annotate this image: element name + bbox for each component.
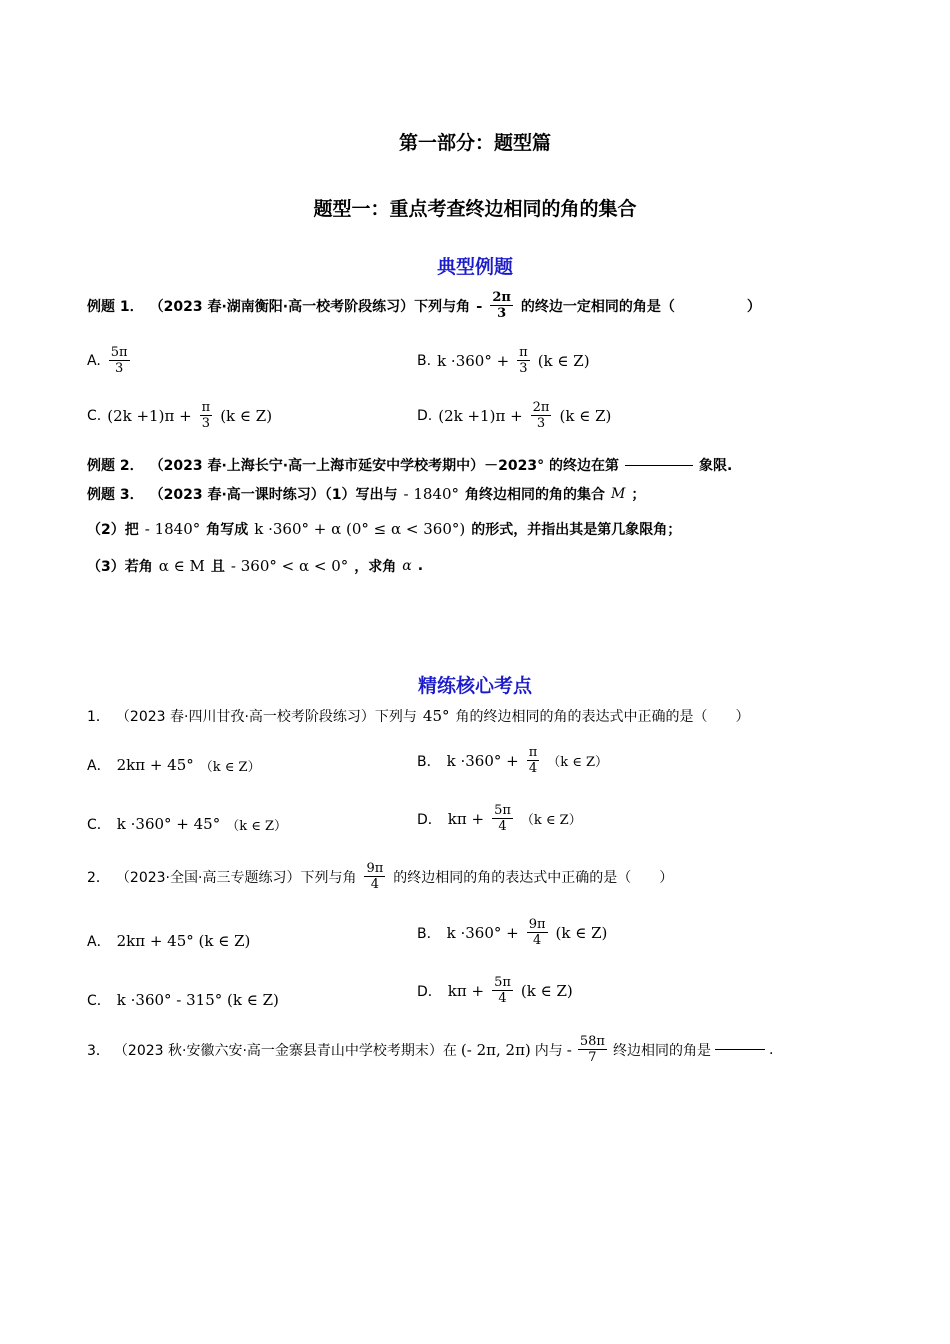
alpha-symbol: α [402, 558, 412, 574]
frac-denominator: 4 [532, 933, 542, 948]
option-key: B． [417, 753, 441, 770]
example-3-part-3 [87, 556, 423, 576]
frac-denominator: 4 [528, 761, 538, 776]
option-fraction [517, 345, 530, 376]
punctuation: . [768, 1041, 774, 1058]
option-condition: （k ∈ Z） [199, 759, 261, 775]
example-label: 例题 1． [87, 298, 144, 315]
frac-denominator: 4 [370, 877, 379, 892]
frac-denominator: 4 [498, 991, 507, 1006]
example-label: 例题 2． [87, 458, 144, 474]
question-tail: 的终边相同的角的表达式中正确的是（ ） [393, 869, 674, 886]
part-label: （2）把 [87, 522, 139, 538]
frac-numerator: 5π [494, 803, 511, 818]
option-expr: 2kπ + 45° [116, 756, 194, 774]
option-fraction [109, 345, 130, 376]
answer-blank[interactable] [715, 1049, 765, 1050]
part-text: ，求角 [354, 559, 397, 575]
practice-1-stem [87, 706, 750, 726]
question-text: （2023 春·四川甘孜·高一校考阶段练习）下列与 [115, 709, 417, 725]
question-tail: 角的终边相同的角的表达式中正确的是（ ） [455, 709, 750, 725]
question-text: （2023·全国·高三专题练习）下列与角 [115, 869, 357, 886]
option-expr: kπ + [447, 809, 485, 828]
examples-heading: 典型例题 [436, 256, 513, 278]
minus-sign: - [476, 296, 483, 315]
frac-numerator: π [201, 400, 211, 415]
option-condition: (k ∈ Z) [520, 981, 573, 1000]
frac-denominator: 3 [497, 306, 507, 321]
example-close: ） [746, 298, 761, 315]
example-tail: 象限. [698, 458, 733, 474]
option-key: D． [417, 983, 442, 1000]
option-condition: （k ∈ Z） [520, 813, 582, 828]
example-2-stem [87, 455, 732, 475]
example-3-stem [87, 484, 645, 504]
frac-numerator: 9π [528, 917, 546, 932]
practice-2-option-c[interactable] [87, 990, 279, 1010]
option-fraction [527, 745, 540, 776]
frac-numerator: π [528, 745, 538, 760]
example-text: （2023 春·上海长宁·高一上海市延安中学校考期中）－2023° 的终边在第 [149, 458, 619, 474]
option-d[interactable] [417, 400, 611, 431]
practice-2-option-a[interactable] [87, 931, 250, 951]
option-expr: k ·360° + [446, 751, 519, 770]
option-key: B． [417, 925, 441, 942]
section-title: 题型一：重点考查终边相同的角的集合 [313, 198, 637, 220]
option-b[interactable] [417, 345, 590, 376]
example-source: （2023 春·湖南衡阳·高一校考阶段练习）下列与角 [149, 298, 471, 315]
practice-1-option-a[interactable] [87, 755, 261, 775]
option-key: D． [417, 811, 442, 828]
option-key: C． [87, 817, 111, 833]
practice-2-option-b[interactable] [417, 917, 607, 948]
range-expression: - 360° < α < 0° [230, 557, 349, 575]
interval-expression: (- 2π, 2π) [460, 1040, 531, 1059]
frac-numerator: 2π [492, 290, 511, 305]
option-fraction [492, 975, 513, 1006]
angle-fraction [490, 290, 513, 321]
option-expr: k ·360° + [437, 351, 510, 370]
frac-numerator: 9π [366, 861, 384, 876]
answer-blank[interactable] [625, 465, 693, 466]
option-fraction [200, 400, 213, 431]
frac-numerator: 58π [579, 1034, 605, 1049]
option-key: C． [87, 993, 111, 1009]
question-text: （2023 秋·安徽六安·高一金寨县青山中学校考期末）在 [113, 1042, 457, 1059]
frac-denominator: 3 [536, 416, 546, 431]
practice-1-option-c[interactable] [87, 814, 287, 834]
practice-heading: 精练核心考点 [417, 675, 532, 697]
part-text: 角写成 [206, 522, 249, 538]
question-tail: 终边相同的角是 [612, 1042, 711, 1059]
practice-2-option-d[interactable] [417, 975, 573, 1006]
example-text: （2023 春·高一课时练习）（1）写出与 [149, 487, 398, 503]
option-condition: （k ∈ Z） [226, 818, 288, 834]
punctuation: ； [631, 487, 646, 503]
option-expr: k ·360° + 45° [116, 815, 221, 833]
part-label: （3）若角 [87, 559, 153, 575]
option-condition: (k ∈ Z) [537, 351, 590, 370]
example-tail: 角终边相同的角的集合 [465, 487, 606, 503]
option-fraction [531, 400, 552, 431]
option-condition: (k ∈ Z) [559, 406, 612, 425]
option-key: A． [87, 758, 111, 774]
part-title: 第一部分：题型篇 [398, 132, 551, 154]
angle-value: - 1840° [403, 485, 460, 503]
option-condition: (k ∈ Z) [220, 406, 273, 425]
angle-value: - 1840° [144, 520, 201, 538]
frac-denominator: 3 [201, 416, 211, 431]
part-text: 的形式，并指出其是第几象限角； [471, 522, 682, 538]
practice-1-option-d[interactable] [417, 803, 582, 834]
question-text: 内与 [534, 1042, 563, 1059]
frac-numerator: 2π [532, 400, 550, 415]
frac-denominator: 7 [588, 1050, 597, 1065]
option-condition: （k ∈ Z） [547, 755, 609, 770]
option-expr: 2kπ + 45° (k ∈ Z) [116, 932, 251, 950]
example-1-stem [87, 290, 761, 321]
option-fraction [492, 803, 513, 834]
option-key: A. [87, 352, 101, 369]
angle-value: 45° [422, 707, 450, 725]
question-number: 2． [87, 869, 110, 886]
option-key: D. [417, 407, 433, 424]
option-expr: kπ + [447, 981, 485, 1000]
question-number: 1． [87, 709, 110, 725]
question-number: 3． [87, 1042, 110, 1059]
practice-2-stem [87, 861, 673, 892]
option-expr: (2k +1)π + [438, 406, 523, 425]
part-text: 且 [210, 559, 225, 575]
frac-denominator: 3 [115, 361, 124, 376]
option-fraction [527, 917, 548, 948]
frac-denominator: 4 [498, 819, 507, 834]
frac-numerator: 5π [494, 975, 511, 990]
frac-numerator: π [519, 345, 528, 360]
option-expr: (2k +1)π + [107, 406, 192, 425]
option-key: B. [417, 352, 432, 369]
set-symbol: M [611, 486, 626, 502]
angle-expression: k ·360° + α (0° ≤ α < 360°) [254, 520, 466, 538]
option-key: A． [87, 934, 111, 950]
frac-denominator: 3 [519, 361, 528, 376]
practice-1-option-b[interactable] [417, 745, 608, 776]
frac-numerator: 5π [110, 345, 128, 360]
option-a[interactable] [87, 345, 132, 376]
punctuation: . [417, 558, 424, 574]
angle-fraction [578, 1034, 607, 1065]
option-condition: (k ∈ Z) [555, 923, 608, 942]
option-c[interactable] [87, 400, 272, 431]
practice-3-stem [87, 1034, 773, 1065]
minus-sign: - [566, 1040, 572, 1059]
example-tail: 的终边一定相同的角是（ [520, 298, 675, 315]
option-expr: k ·360° - 315° (k ∈ Z) [116, 991, 279, 1009]
example-3-part-2 [87, 519, 681, 539]
angle-fraction [364, 861, 385, 892]
membership-expression: α ∈ M [158, 557, 205, 575]
option-expr: k ·360° + [446, 923, 519, 942]
example-label: 例题 3． [87, 487, 144, 503]
option-key: C. [87, 407, 102, 424]
